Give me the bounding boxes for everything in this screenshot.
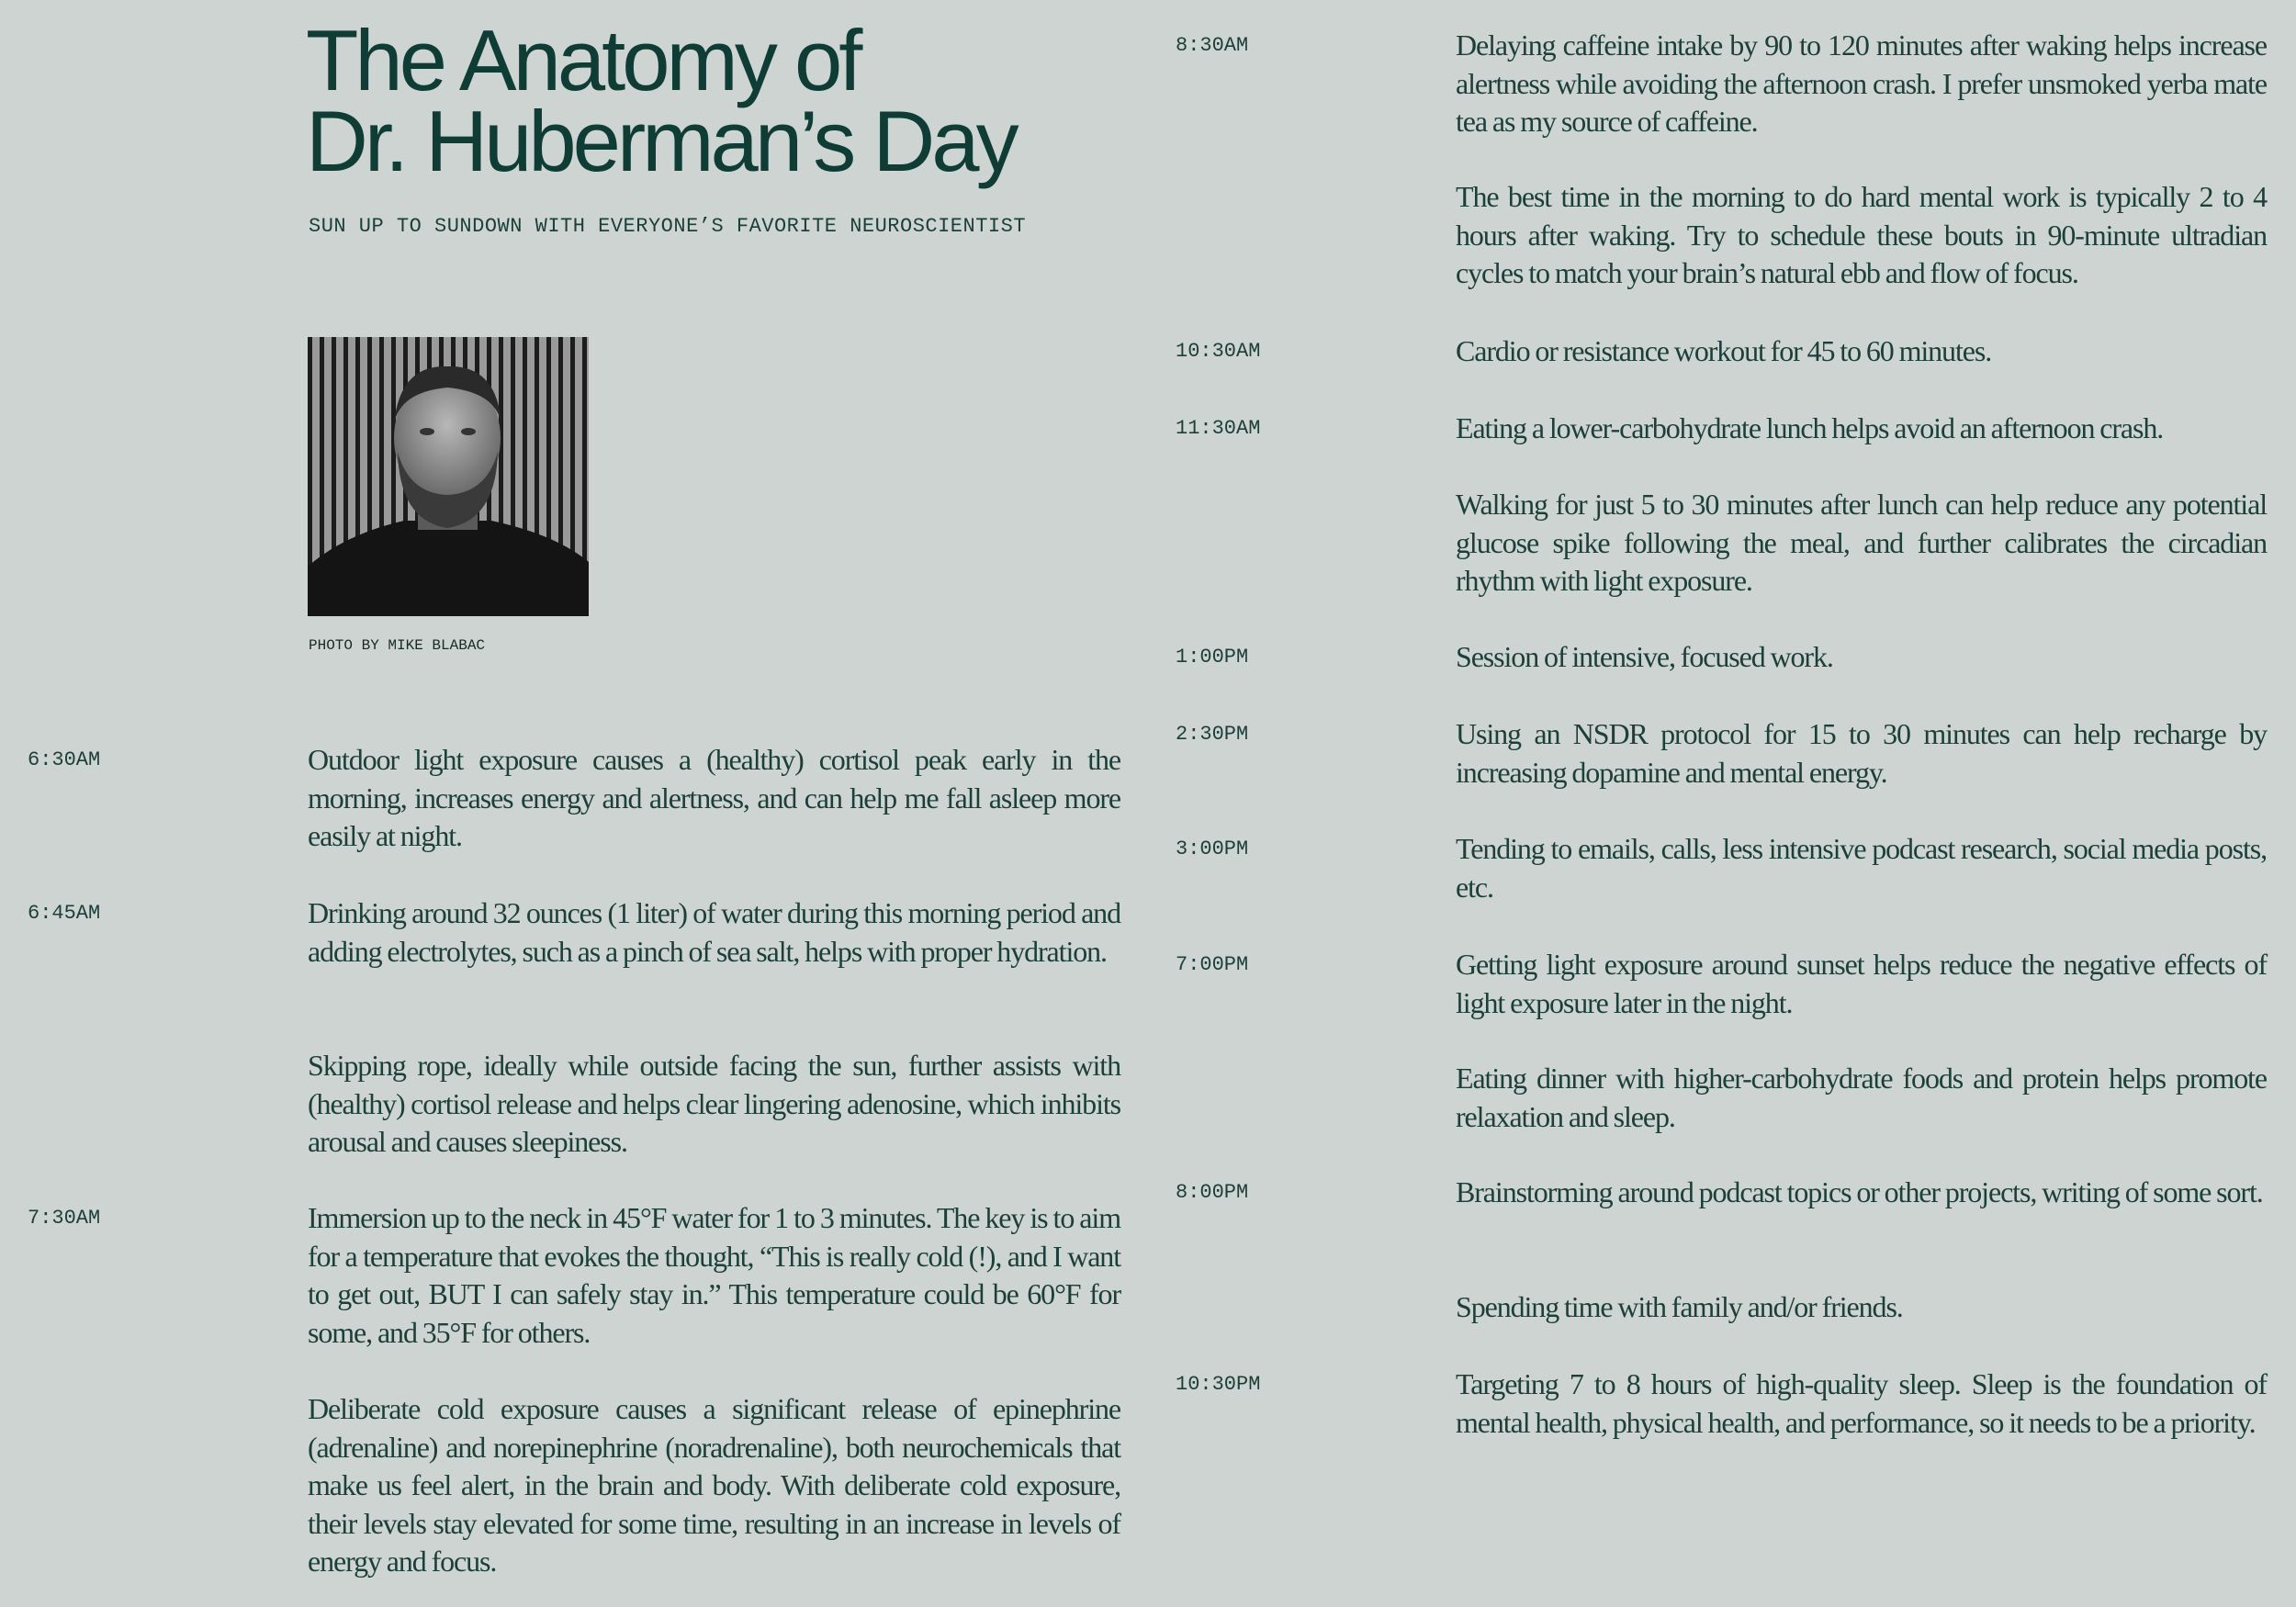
subtitle: SUN UP TO SUNDOWN WITH EVERYONE’S FAVORITE NEUROSCIENTIST (309, 215, 1027, 238)
time-label: 2:30PM (1176, 723, 1249, 746)
schedule-entry: Eating dinner with higher-carbohydrate foods and protein helps promote relaxation and sleep. (1456, 1062, 2267, 1133)
time-label: 10:30PM (1176, 1373, 1261, 1396)
time-label: 1:00PM (1176, 646, 1249, 669)
time-label: 6:30AM (28, 748, 101, 771)
portrait-photo (308, 337, 589, 616)
time-label: 6:45AM (28, 902, 101, 925)
schedule-entry: Drinking around 32 ounces (1 liter) of water during this morning period and adding electrolytes, such as a pinch of sea salt, helps with proper hydration. (308, 896, 1120, 968)
schedule-entry: Deliberate cold exposure causes a significant release of epinephrine (adrenaline) and norepinephrine (noradrenaline), both neurochemicals that make us feel alert, in the brain and body. With deliberate cold exposure, their levels stay elevated for some time, resulting in an increase in levels of energy and focus. (308, 1392, 1120, 1578)
title-line-1: The Anatomy of (306, 12, 860, 108)
schedule-entry: Cardio or resistance workout for 45 to 60 minutes. (1456, 334, 1992, 367)
schedule-entry: Tending to emails, calls, less intensive podcast research, social media posts, etc. (1456, 832, 2267, 904)
schedule-entry: Getting light exposure around sunset helps reduce the negative effects of light exposure later in the night. (1456, 948, 2267, 1019)
photo-credit: PHOTO BY MIKE BLABAC (309, 637, 486, 654)
page-title (306, 12, 1016, 189)
schedule-entry: Eating a lower-carbohydrate lunch helps avoid an afternoon crash. (1456, 411, 2164, 444)
time-label: 7:00PM (1176, 953, 1249, 976)
schedule-entry: Targeting 7 to 8 hours of high-quality sleep. Sleep is the foundation of mental health, physical health, and performance, so it needs to be a priority. (1456, 1367, 2267, 1439)
title-line-2: Dr. Huberman’s Day (306, 93, 1016, 189)
schedule-entry: The best time in the morning to do hard mental work is typically 2 to 4 hours after waking. Try to schedule these bouts in 90-minute ultradian cycles to match your brain’s natural ebb and flow of focus. (1456, 180, 2267, 289)
schedule-entry: Brainstorming around podcast topics or other projects, writing of some sort. (1456, 1175, 2263, 1208)
schedule-entry: Immersion up to the neck in 45°F water for 1 to 3 minutes. The key is to aim for a temperature that evokes the thought, “This is really cold (!), and I want to get out, BUT I can safely stay in.” This temperature could be 60°F for some, and 35°F for others. (308, 1201, 1120, 1349)
time-label: 11:30AM (1176, 417, 1261, 440)
time-label: 8:00PM (1176, 1181, 1249, 1204)
schedule-entry: Spending time with family and/or friends. (1456, 1290, 1903, 1323)
schedule-entry: Walking for just 5 to 30 minutes after lunch can help reduce any potential glucose spike following the meal, and further calibrates the circadian rhythm with light exposure. (1456, 488, 2267, 597)
schedule-entry: Outdoor light exposure causes a (healthy) cortisol peak early in the morning, increases energy and alertness, and can help me fall asleep more easily at night. (308, 743, 1120, 852)
time-label: 8:30AM (1176, 34, 1249, 57)
time-label: 10:30AM (1176, 340, 1261, 363)
schedule-entry: Session of intensive, focused work. (1456, 640, 1833, 673)
schedule-entry: Delaying caffeine intake by 90 to 120 minutes after waking helps increase alertness while avoiding the afternoon crash. I prefer unsmoked yerba mate tea as my source of caffeine. (1456, 28, 2267, 138)
schedule-entry: Using an NSDR protocol for 15 to 30 minutes can help recharge by increasing dopamine and mental energy. (1456, 717, 2267, 789)
time-label: 3:00PM (1176, 837, 1249, 860)
schedule-entry: Skipping rope, ideally while outside facing the sun, further assists with (healthy) cortisol release and helps clear lingering adenosine, which inhibits arousal and causes sleepiness. (308, 1049, 1120, 1158)
time-label: 7:30AM (28, 1207, 101, 1230)
